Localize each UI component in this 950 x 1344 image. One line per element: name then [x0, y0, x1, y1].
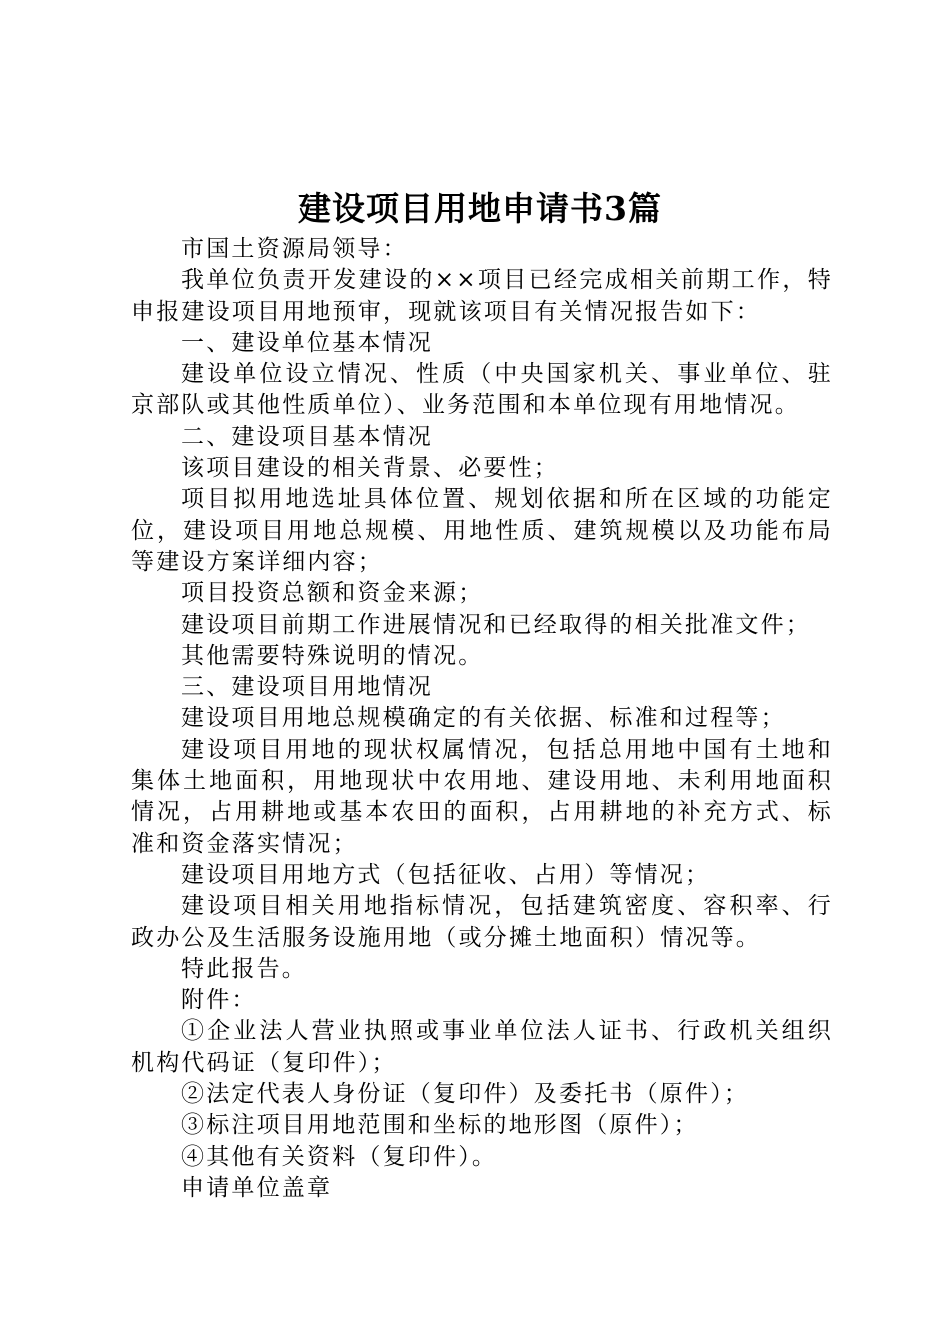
attachment-item: ④其他有关资料（复印件）。: [181, 1143, 498, 1170]
paragraph: 建设项目用地的现状权属情况，包括总用地中国有土地和集体土地面积，用地现状中农用地、建设用地、未利用地面积情况，占用耕地或基本农田的面积，占用耕地的补充方式、标准和资金落实情况；: [131, 736, 833, 857]
paragraph: 建设项目前期工作进展情况和已经取得的相关批准文件；: [181, 611, 811, 638]
section-heading-1: 一、建设单位基本情况: [181, 329, 433, 356]
closing: 特此报告。: [181, 955, 307, 982]
paragraph: 该项目建设的相关背景、必要性；: [181, 455, 559, 482]
paragraph: 项目投资总额和资金来源；: [181, 580, 484, 607]
signature-line: 申请单位盖章: [181, 1174, 333, 1201]
salutation: 市国土资源局领导：: [181, 236, 408, 262]
attachment-item: ③标注项目用地范围和坐标的地形图（原件）；: [181, 1112, 699, 1139]
paragraph: 建设项目相关用地指标情况，包括建筑密度、容积率、行政办公及生活服务设施用地（或分摊土地面积）情况等。: [131, 893, 833, 951]
attachments-heading: 附件：: [181, 987, 257, 1014]
attachment-item: ①企业法人营业执照或事业单位法人证书、行政机关组织机构代码证（复印件）；: [131, 1018, 833, 1076]
document-body: [131, 234, 833, 1204]
section-heading-3: 三、建设项目用地情况: [181, 674, 433, 701]
paragraph: 项目拟用地选址具体位置、规划依据和所在区域的功能定位，建设项目用地总规模、用地性质、建筑规模以及功能布局等建设方案详细内容；: [131, 486, 833, 575]
paragraph: 其他需要特殊说明的情况。: [181, 642, 484, 669]
attachment-item: ②法定代表人身份证（复印件）及委托书（原件）；: [181, 1081, 750, 1108]
document-title: 建设项目用地申请书3篇: [298, 189, 662, 228]
paragraph: 建设项目用地总规模确定的有关依据、标准和过程等；: [181, 705, 786, 732]
intro-paragraph: 我单位负责开发建设的××项目已经完成相关前期工作，特申报建设项目用地预审，现就该项目有关情况报告如下：: [131, 267, 833, 325]
paragraph: 建设单位设立情况、性质（中央国家机关、事业单位、驻京部队或其他性质单位）、业务范围和本单位现有用地情况。: [131, 361, 833, 419]
paragraph: 建设项目用地方式（包括征收、占用）等情况；: [181, 861, 711, 888]
section-heading-2: 二、建设项目基本情况: [181, 423, 433, 450]
